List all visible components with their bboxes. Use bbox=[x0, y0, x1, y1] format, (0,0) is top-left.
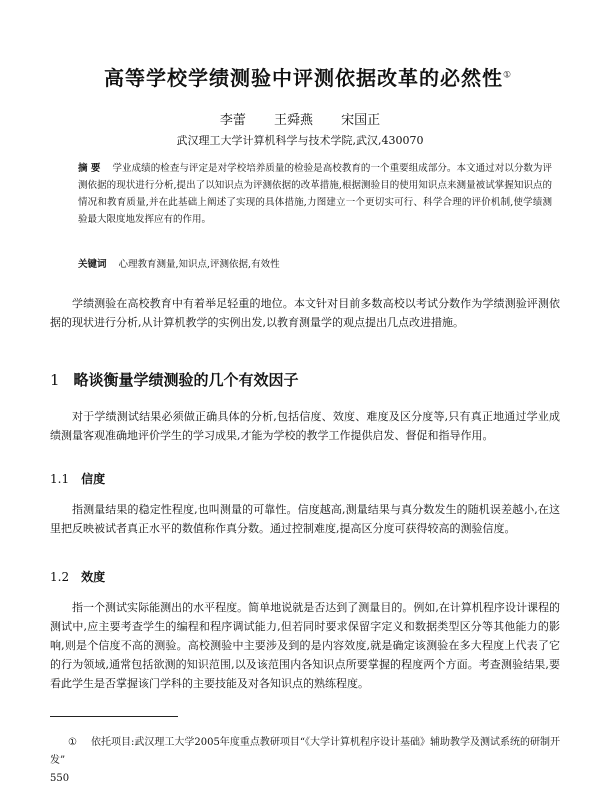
abstract bbox=[78, 160, 552, 228]
footnote bbox=[50, 734, 560, 770]
subsection-1-2-number: 1.2 bbox=[50, 570, 70, 584]
section-1-paragraph: 对于学绩测试结果必须做正确具体的分析,包括信度、效度、难度及区分度等,只有真正地通过学业成绩测量客观准确地评价学生的学习成果,才能为学校的教学工作提供启发、督促和指导作用。 bbox=[50, 410, 560, 442]
title-footnote-marker: ① bbox=[502, 70, 513, 81]
footnote-text: 依托项目:武汉理工大学2005年度重点教研项目“《大学计算机程序设计基础》辅助教学及测试系统的研制开发” bbox=[50, 737, 560, 766]
subsection-1-1-heading bbox=[50, 470, 105, 487]
title-text: 高等学校学绩测验中评测依据改革的必然性 bbox=[103, 66, 503, 90]
abstract-text: 学业成绩的检查与评定是对学校培养质量的检验是高校教育的一个重要组成部分。本文通过对以分数为评测依据的现状进行分析,提出了以知识点为评测依据的改革措施,根据测验目的使用知识点来测量被试掌握知识点的情况和教育质量,并在此基础上阐述了实现的具体措施,力图建立一个更切实可行、科学合理的评价机制,使学绩测验最大限度地发挥应有的作用。 bbox=[78, 163, 552, 225]
keywords-label: 关键词 bbox=[78, 259, 107, 270]
affiliation: 武汉理工大学计算机科学与技术学院,武汉,430070 bbox=[176, 134, 424, 147]
keywords-text: 心理教育测量,知识点,评测依据,有效性 bbox=[118, 259, 280, 270]
subsection-1-2-paragraph: 指一个测试实际能测出的水平程度。简单地说就是否达到了测量目的。例如,在计算机程序设计课程的测试中,应主要考查学生的编程和程序调试能力,但若同时要求保留字定义和数据类型区分等其他能力的影响,则是个信度不高的测验。高校测验中主要涉及到的是内容效度,就是确定该测验在多大程度上代表了它的行为领域,通常包括欲测的知识范围,以及该范围内各知识点所要掌握的程度两个方面。考查测验结果,要看此学生是否掌握该门学科的主要技能及对各知识点的熟练程度。 bbox=[50, 601, 560, 690]
subsection-1-1-title: 信度 bbox=[81, 472, 106, 486]
subsection-1-1-paragraph: 指测量结果的稳定性程度,也叫测量的可靠性。信度越高,测量结果与真分数发生的随机误差越小,在这里把反映被试者真正水平的数值称作真分数。通过控制难度,提高区分度可获得较高的测验信度。 bbox=[50, 503, 560, 535]
section-1-number: 1 bbox=[50, 371, 60, 389]
section-1-heading bbox=[50, 369, 299, 390]
footnote-marker: ① bbox=[68, 737, 77, 748]
paper-title bbox=[48, 62, 568, 91]
intro-paragraph: 学绩测验在高校教育中有着举足轻重的地位。本文针对目前多数高校以考试分数作为学绩测验评测依据的现状进行分析,从计算机教学的实例出发,以教育测量学的观点提出几点改进措施。 bbox=[50, 297, 560, 329]
subsection-1-1-number: 1.1 bbox=[50, 472, 70, 486]
subsection-1-2-title: 效度 bbox=[81, 570, 106, 584]
subsection-1-2-heading bbox=[50, 568, 105, 585]
abstract-label: 摘 要 bbox=[78, 163, 101, 174]
section-1-title: 略谈衡量学绩测验的几个有效因子 bbox=[73, 371, 299, 389]
page-number: 550 bbox=[50, 773, 70, 784]
author-list: 李蕾 王舜燕 宋国正 bbox=[219, 113, 381, 128]
footnote-separator bbox=[50, 716, 178, 717]
keywords bbox=[78, 256, 552, 273]
